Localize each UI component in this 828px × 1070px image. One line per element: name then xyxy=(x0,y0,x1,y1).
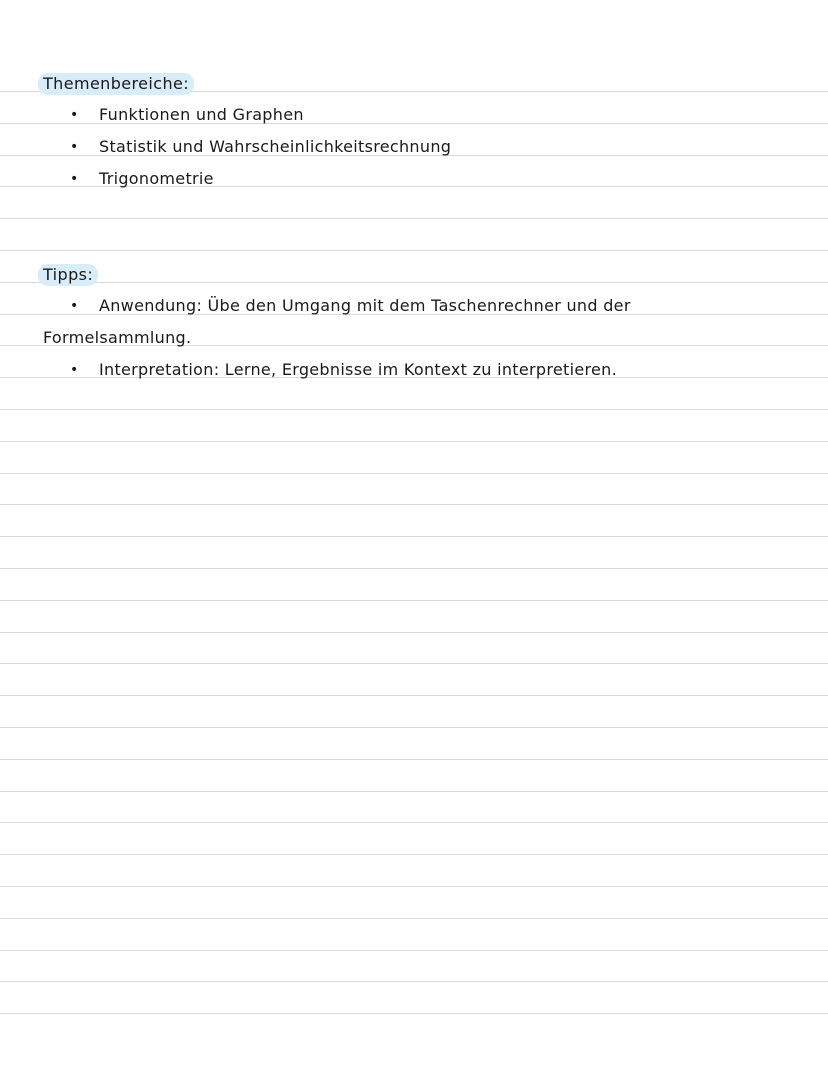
ruled-line xyxy=(0,282,828,283)
themen-bullet-1: • xyxy=(70,107,79,123)
ruled-line xyxy=(0,727,828,728)
ruled-line xyxy=(0,536,828,537)
themen-item-1: Funktionen und Graphen xyxy=(99,105,304,124)
ruled-line xyxy=(0,218,828,219)
ruled-line xyxy=(0,473,828,474)
ruled-line xyxy=(0,950,828,951)
tipps-heading: Tipps: xyxy=(38,264,98,286)
ruled-line xyxy=(0,441,828,442)
ruled-line xyxy=(0,409,828,410)
ruled-line xyxy=(0,791,828,792)
themen-bullet-3: • xyxy=(70,171,79,187)
tipps-bullet-1: • xyxy=(70,298,79,314)
themen-bullet-2: • xyxy=(70,139,79,155)
ruled-line xyxy=(0,632,828,633)
themen-item-3: Trigonometrie xyxy=(99,169,214,188)
ruled-line xyxy=(0,918,828,919)
tipps-bullet-2: • xyxy=(70,362,79,378)
tipps-item-1-line-1: Anwendung: Übe den Umgang mit dem Taschenrechner und der xyxy=(99,296,631,315)
themen-heading: Themenbereiche: xyxy=(38,73,194,95)
ruled-line xyxy=(0,250,828,251)
ruled-line xyxy=(0,854,828,855)
ruled-line xyxy=(0,695,828,696)
ruled-line xyxy=(0,981,828,982)
tipps-item-1-line-2: Formelsammlung. xyxy=(43,328,192,347)
ruled-line xyxy=(0,568,828,569)
themen-item-2: Statistik und Wahrscheinlichkeitsrechnung xyxy=(99,137,452,156)
ruled-line xyxy=(0,663,828,664)
ruled-line xyxy=(0,1013,828,1014)
ruled-line xyxy=(0,759,828,760)
ruled-line xyxy=(0,886,828,887)
tipps-item-2: Interpretation: Lerne, Ergebnisse im Kontext zu interpretieren. xyxy=(99,360,617,379)
ruled-line xyxy=(0,822,828,823)
ruled-line xyxy=(0,504,828,505)
ruled-line xyxy=(0,600,828,601)
